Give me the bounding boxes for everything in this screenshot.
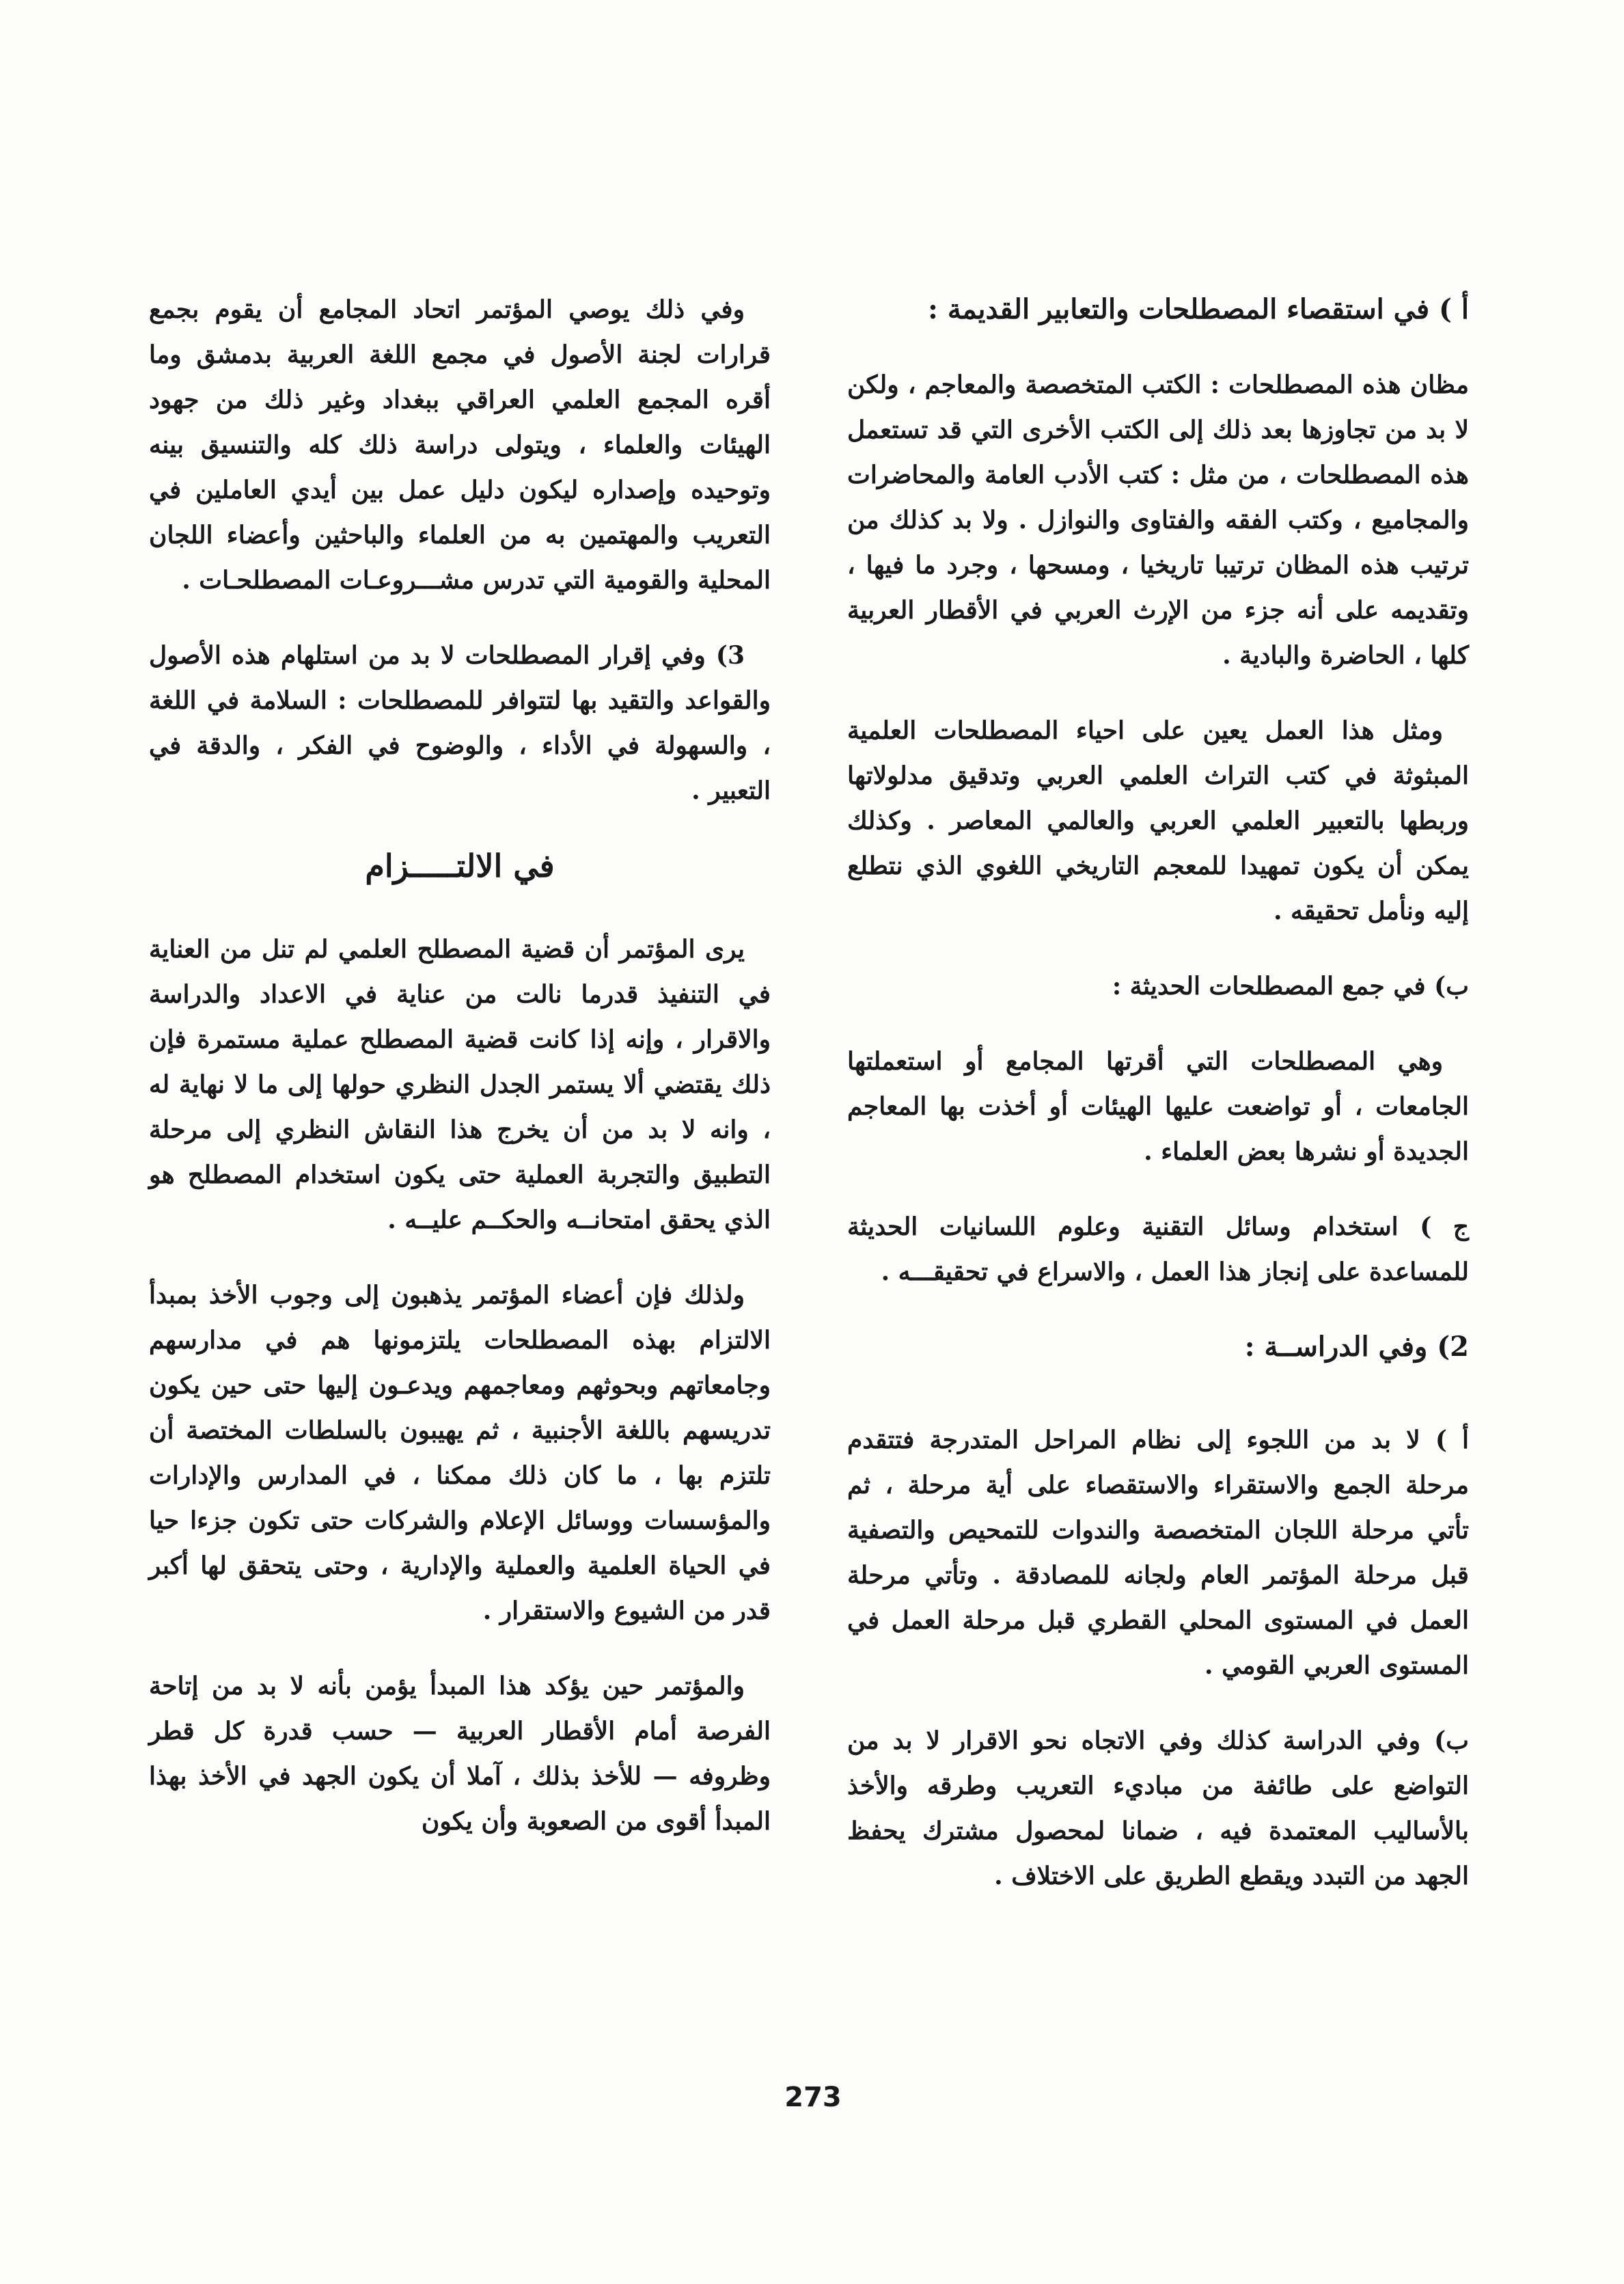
subsection-a-paragraph-2: ومثل هذا العمل يعين على احياء المصطلحات العلمية المبثوثة في كتب التراث العلمي العربي وتدقيق مدلولاتها وربطها بالتعبير العلمي العربي والعالمي المعاصر . وكذلك يمكن أن يكون تمهيدا للمعجم التاريخي اللغوي الذي نتطلع إليه ونأمل تحقيقه . — [847, 716, 1469, 925]
section-2-paragraph-a: أ ) لا بد من اللجوء إلى نظام المراحل المتدرجة فتتقدم مرحلة الجمع والاستقراء والاستقصاء على أية مرحلة ، ثم تأتي مرحلة اللجان المتخصصة والندوات للتمحيص والتصفية قبل مرحلة المؤتمر العام ولجانه للمصادقة . وتأتي مرحلة العمل في المستوى المحلي القطري قبل مرحلة العمل في المستوى العربي القومي . — [847, 1426, 1469, 1680]
commitment-heading: في الالتـــــزام — [365, 847, 555, 884]
left-paragraph-2: 3) وفي إقرار المصطلحات لا بد من استلهام هذه الأصول والقواعد والتقيد بها لتتوافر للمصطلحات : السلامة في اللغة ، والسهولة في الأداء ، والوضوح في الفكر ، والدقة في التعبير . — [149, 641, 771, 805]
left-paragraph-5: والمؤتمر حين يؤكد هذا المبدأ يؤمن بأنه لا بد من إتاحة الفرصة أمام الأقطار العربية — حسب قدرة كل قطر وظروفه — للأخذ بذلك ، آملا أن يكون الجهد في الأخذ بهذا المبدأ أقوى من الصعوبة وأن يكون — [149, 1672, 771, 1836]
subsection-a-paragraph-1: مظان هذه المصطلحات : الكتب المتخصصة والمعاجم ، ولكن لا بد من تجاوزها بعد ذلك إلى الكتب الأخرى التي قد تستعمل هذه المصطلحات ، من مثل : كتب الأدب العامة والمحاضرات والمجاميع ، وكتب الفقه والفتاوى والنوازل . ولا بد كذلك من ترتيب هذه المظان ترتيبا تاريخيا ، ومسحها ، وجرد ما فيها ، وتقديمه على أنه جزء من الإرث العربي في الأقطار العربية كلها ، الحاضرة والبادية . — [847, 370, 1470, 670]
subsection-b-heading: ب) في جمع المصطلحات الحديثة : — [1112, 972, 1469, 1001]
right-column — [847, 287, 1469, 1929]
section-2-heading: 2) وفي الدراســة : — [1244, 1331, 1469, 1363]
left-column — [149, 287, 771, 1874]
subsection-a-heading: أ ) في استقصاء المصطلحات والتعابير القديمة : — [928, 293, 1469, 325]
subsection-b-paragraph: وهي المصطلحات التي أقرتها المجامع أو استعملتها الجامعات ، أو تواضعت عليها الهيئات أو أخذت بها المعاجم الجديدة أو نشرها بعض العلماء . — [847, 1047, 1469, 1166]
left-paragraph-1: وفي ذلك يوصي المؤتمر اتحاد المجامع أن يقوم بجمع قرارات لجنة الأصول في مجمع اللغة العربية بدمشق وما أقره المجمع العلمي العراقي ببغداد وغير ذلك من جهود الهيئات والعلماء ، ويتولى دراسة ذلك كله والتنسيق بينه وتوحيده وإصداره ليكون دليل عمل بين أيدي العاملين في التعريب والمهتمين به من العلماء والباحثين وأعضاء اللجان المحلية والقومية التي تدرس مشـــروعـات المصطلحـات . — [149, 295, 771, 595]
page-number: 273 — [784, 2082, 842, 2113]
left-paragraph-3: يرى المؤتمر أن قضية المصطلح العلمي لم تنل من العناية في التنفيذ قدرما نالت من عناية في الاعداد والدراسة والاقرار ، وإنه إذا كانت قضية المصطلح عملية مستمرة فإن ذلك يقتضي ألا يستمر الجدل النظري حولها إلى ما لا نهاية له ، وانه لا بد من أن يخرج هذا النقاش النظري إلى مرحلة التطبيق والتجربة العملية حتى يكون استخدام المصطلح هو الذي يحقق امتحانــه والحكــم عليــه . — [149, 935, 771, 1234]
section-2-paragraph-b: ب) وفي الدراسة كذلك وفي الاتجاه نحو الاقرار لا بد من التواضع على طائفة من مباديء التعريب وطرقه والأخذ بالأساليب المعتمدة فيه ، ضمانا لمحصول مشترك يحفظ الجهد من التبدد ويقطع الطريق على الاختلاف . — [847, 1726, 1469, 1890]
left-paragraph-4: ولذلك فإن أعضاء المؤتمر يذهبون إلى وجوب الأخذ بمبدأ الالتزام بهذه المصطلحات يلتزمونها هم في مدارسهم وجامعاتهم وبحوثهم ومعاجمهم ويدعـون إليها حتى حين يكون تدريسهم باللغة الأجنبية ، ثم يهيبون بالسلطات المختصة أن تلتزم بها ، ما كان ذلك ممكنا ، في المدارس والإدارات والمؤسسات ووسائل الإعلام والشركات حتى تكون جزءا حيا في الحياة العلمية والعملية والإدارية ، وحتى يتحقق لها أكبر قدر من الشيوع والاستقرار . — [149, 1281, 771, 1625]
subsection-c-paragraph: ج ) استخدام وسائل التقنية وعلوم اللسانيات الحديثة للمساعدة على إنجاز هذا العمل ، والاسراع في تحقيقـــه . — [847, 1212, 1469, 1286]
